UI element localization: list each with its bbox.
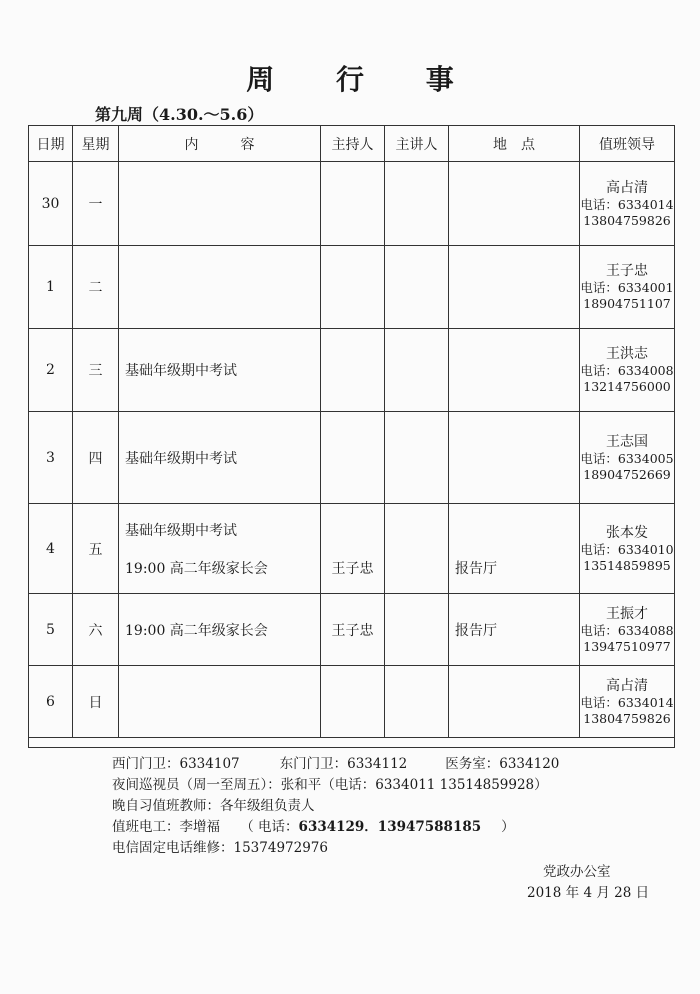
telecom-repair: 电信固定电话维修：15374972976 <box>112 840 328 856</box>
duty-mobile: 13947510977 <box>583 638 671 654</box>
electrician-close: ） <box>501 819 515 835</box>
issue-date: 2018 年 4 月 28 日 <box>527 885 650 901</box>
table-row <box>29 412 675 504</box>
cell-host <box>321 504 385 594</box>
host-name: 王子忠 <box>331 560 374 577</box>
east-gate: 东门门卫：6334112 <box>279 756 408 772</box>
duty-name: 王志国 <box>606 433 648 450</box>
header-content: 内 容 <box>119 126 321 162</box>
cell-date: 2 <box>29 329 73 412</box>
duty-phone: 电话：6334010 <box>580 541 674 557</box>
cell-duty <box>580 504 675 594</box>
cell-host <box>321 162 385 246</box>
cell-host <box>321 329 385 412</box>
cell-host: 王子忠 <box>321 594 385 666</box>
duty-name: 王洪志 <box>606 346 648 362</box>
cell-date: 30 <box>29 162 73 246</box>
header-place: 地 点 <box>449 126 580 162</box>
table-row <box>29 329 675 412</box>
cell-duty <box>580 412 675 504</box>
cell-duty <box>580 162 675 246</box>
duty-phone: 电话：6334014 <box>580 196 674 212</box>
patrol: 夜间巡视员（周一至周五）：张和平（电话：6334011 13514859928） <box>112 777 548 793</box>
schedule-table <box>28 125 675 748</box>
header-host: 主持人 <box>321 126 385 162</box>
cell-speaker <box>385 594 449 666</box>
cell-content: 基础年级期中考试 <box>119 412 321 504</box>
header-duty: 值班领导 <box>580 126 675 162</box>
duty-name: 高占清 <box>606 179 648 196</box>
duty-mobile: 13804759826 <box>583 212 671 228</box>
cell-weekday: 一 <box>73 162 119 246</box>
cell-speaker <box>385 666 449 738</box>
table-row <box>29 246 675 329</box>
cell-place <box>449 504 580 594</box>
table-row <box>29 666 675 738</box>
duty-phone: 电话：6334008 <box>580 363 674 378</box>
cell-place <box>449 329 580 412</box>
cell-weekday: 五 <box>73 504 119 594</box>
duty-mobile: 13214756000 <box>583 379 671 394</box>
cell-speaker <box>385 329 449 412</box>
cell-date: 4 <box>29 504 73 594</box>
duty-name: 张本发 <box>606 524 648 541</box>
cell-weekday: 日 <box>73 666 119 738</box>
header-weekday: 星期 <box>73 126 119 162</box>
cell-speaker <box>385 162 449 246</box>
cell-host <box>321 246 385 329</box>
duty-name: 王振才 <box>606 605 648 622</box>
cell-weekday: 四 <box>73 412 119 504</box>
cell-content <box>119 246 321 329</box>
duty-phone: 电话：6334014 <box>580 694 674 710</box>
cell-place: 报告厅 <box>449 594 580 666</box>
table-row <box>29 162 675 246</box>
cell-host <box>321 412 385 504</box>
electrician-phones: 6334129．13947588185 <box>298 819 482 835</box>
cell-duty <box>580 329 675 412</box>
cell-content <box>119 162 321 246</box>
week-label: 第九周（4.30.～5.6） <box>95 105 264 124</box>
duty-mobile: 18904752669 <box>583 466 671 482</box>
study-duty: 晚自习值班教师：各年级组负责人 <box>112 798 315 814</box>
cell-content: 基础年级期中考试 <box>119 329 321 412</box>
duty-mobile: 13514859895 <box>583 557 671 573</box>
duty-mobile: 18904751107 <box>583 296 671 311</box>
cell-place <box>449 246 580 329</box>
cell-weekday: 三 <box>73 329 119 412</box>
place-name: 报告厅 <box>455 560 497 577</box>
cell-content <box>119 504 321 594</box>
header-speaker: 主讲人 <box>385 126 449 162</box>
cell-date: 6 <box>29 666 73 738</box>
cell-duty <box>580 594 675 666</box>
duty-mobile: 13804759826 <box>583 710 671 726</box>
cell-weekday: 二 <box>73 246 119 329</box>
table-row <box>29 504 675 594</box>
duty-name: 王子忠 <box>606 263 648 279</box>
cell-speaker <box>385 246 449 329</box>
page-title: 周 行 事 <box>246 63 480 96</box>
electrician-row <box>112 817 559 838</box>
header-date: 日期 <box>29 126 73 162</box>
cell-duty <box>580 666 675 738</box>
duty-phone: 电话：6334001 <box>580 280 674 295</box>
cell-date: 1 <box>29 246 73 329</box>
clinic: 医务室：6334120 <box>445 756 560 772</box>
cell-duty <box>580 246 675 329</box>
cell-place <box>449 162 580 246</box>
duty-phone: 电话：6334088 <box>580 622 674 638</box>
cell-content <box>119 666 321 738</box>
table-row <box>29 594 675 666</box>
cell-date: 3 <box>29 412 73 504</box>
table-header-row <box>29 126 675 162</box>
cell-speaker <box>385 412 449 504</box>
cell-host <box>321 666 385 738</box>
table-spacer-row <box>29 738 675 748</box>
spacer-cell <box>29 738 675 748</box>
content-line-2: 19:00 高二年级家长会 <box>125 560 268 577</box>
cell-date: 5 <box>29 594 73 666</box>
cell-speaker <box>385 504 449 594</box>
duty-phone: 电话：6334005 <box>580 450 674 466</box>
office-name: 党政办公室 <box>543 864 611 880</box>
footer-gates-row <box>112 754 559 775</box>
west-gate: 西门门卫：6334107 <box>112 756 240 772</box>
footer-info <box>112 754 559 859</box>
cell-content: 19:00 高二年级家长会 <box>119 594 321 666</box>
duty-name: 高占清 <box>606 677 648 694</box>
signature-block <box>527 862 649 904</box>
electrician-label: 值班电工：李增福 （ 电话： <box>112 819 299 835</box>
content-line-1: 基础年级期中考试 <box>125 522 237 539</box>
cell-place <box>449 412 580 504</box>
cell-weekday: 六 <box>73 594 119 666</box>
cell-place <box>449 666 580 738</box>
